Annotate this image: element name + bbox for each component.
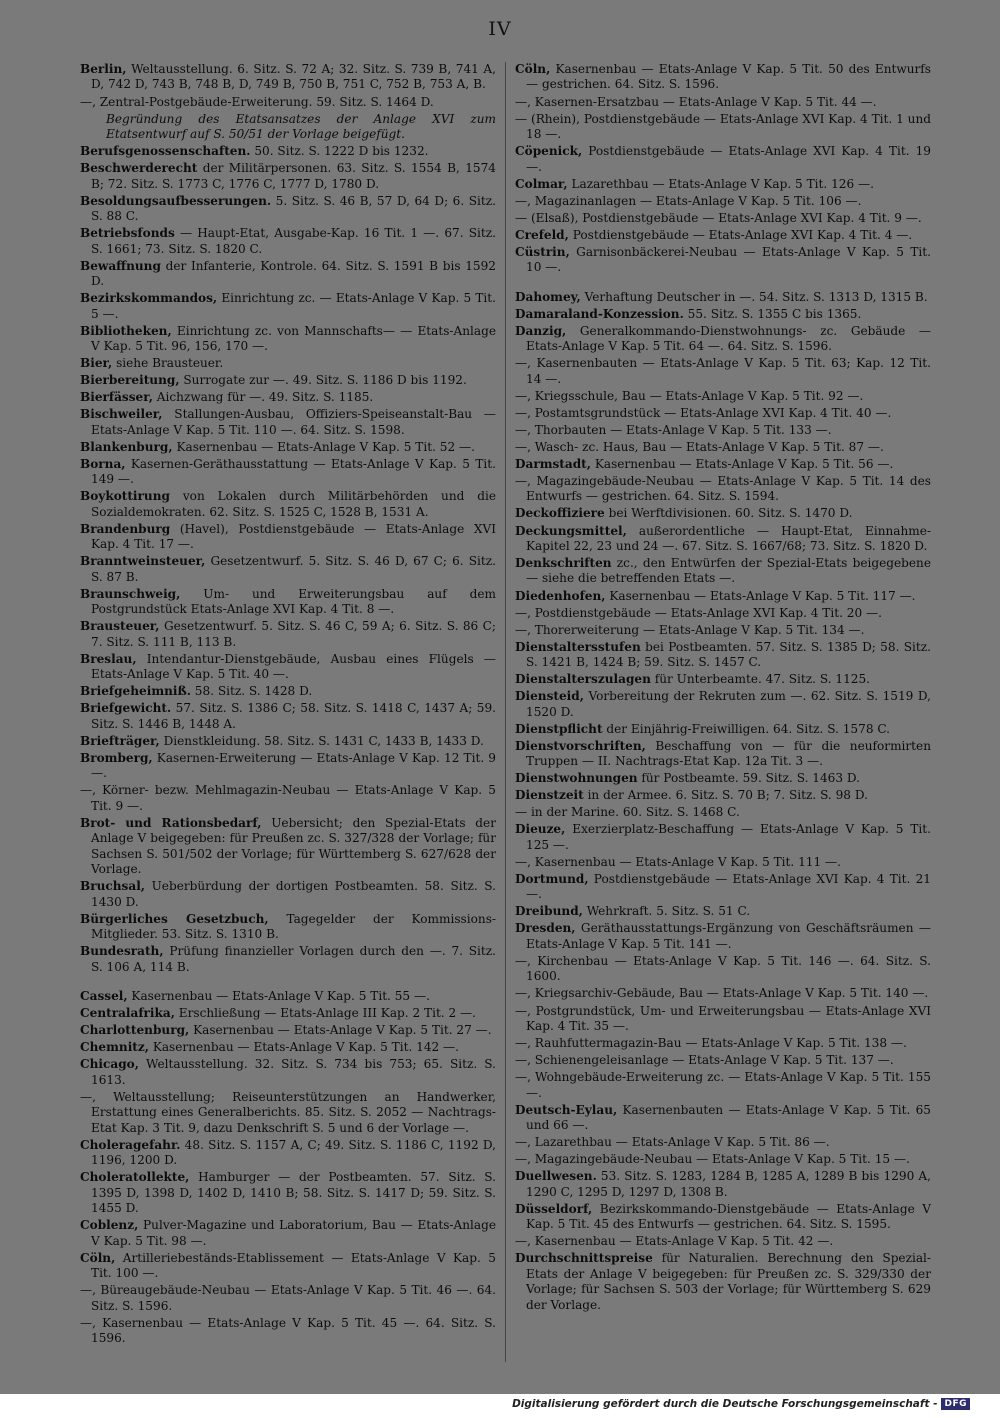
- entry-text: — in der Marine. 60. Sitz. S. 1468 C.: [515, 805, 740, 820]
- entry-headword: Colmar,: [515, 176, 568, 191]
- index-entry: [515, 324, 931, 355]
- entry-text: —, Thorbauten — Etats-Anlage V Kap. 5 Tit. 133 —.: [515, 422, 832, 437]
- entry-text: —, Postgrundstück, Um- und Erweiterungsbau — Etats-Anlage XVI Kap. 4 Tit. 35 —.: [515, 1003, 931, 1033]
- entry-text: —, Rauhfuttermagazin-Bau — Etats-Anlage V Kap. 5 Tit. 138 —.: [515, 1036, 907, 1051]
- index-entry: [515, 556, 931, 587]
- entry-headword: Bürgerliches Gesetzbuch,: [80, 911, 269, 926]
- entry-text: —, Kasernenbau — Etats-Anlage V Kap. 5 Tit. 45 —. 64. Sitz. S. 1596.: [80, 1315, 496, 1346]
- entry-text: 58. Sitz. S. 1428 D.: [190, 684, 313, 699]
- entry-headword: Dortmund,: [515, 871, 589, 886]
- entry-headword: Danzig,: [515, 323, 567, 338]
- index-entry: [80, 1006, 496, 1021]
- entry-headword: Blankenburg,: [80, 439, 173, 454]
- entry-text: der Einjährig-Freiwilligen. 64. Sitz. S. 1578 C.: [602, 721, 891, 736]
- entry-headword: Dienstvorschriften,: [515, 738, 646, 753]
- entry-headword: Denkschriften: [515, 556, 612, 571]
- index-entry: [80, 194, 496, 225]
- index-entry: [515, 689, 931, 720]
- entry-text: Prüfung finanzieller Vorlagen durch den —. 7. Sitz. S. 106 A, 114 B.: [91, 944, 496, 974]
- entry-text: Hamburger — der Postbeamten. 57. Sitz. S. 1395 D, 1398 D, 1402 D, 1410 B; 58. Sitz. S. 1417 D; 59. Sitz. S. 1455 D.: [91, 1170, 496, 1216]
- entry-text: Weltausstellung. 32. Sitz. S. 734 bis 753; 65. Sitz. S. 1613.: [91, 1057, 496, 1087]
- entry-text: —, Magazingebäude-Neubau — Etats-Anlage V Kap. 5 Tit. 15 —.: [515, 1152, 910, 1167]
- entry-text: 55. Sitz. S. 1355 C bis 1365.: [683, 306, 862, 321]
- entry-headword: Bezirkskommandos,: [80, 291, 218, 306]
- entry-text: Einrichtung zc. — Etats-Anlage V Kap. 5 Tit. 5 —.: [91, 291, 496, 321]
- index-entry: [515, 1234, 931, 1249]
- entry-text: Kasernenbauten — Etats-Anlage V Kap. 5 Tit. 65 und 66 —.: [526, 1102, 931, 1133]
- entry-text: (Havel), Postdienstgebäude — Etats-Anlage XVI Kap. 4 Tit. 17 —.: [91, 521, 496, 552]
- entry-headword: Bruchsal,: [80, 879, 145, 894]
- entry-text: Kasernenbau — Etats-Anlage V Kap. 5 Tit. 142 —.: [148, 1040, 459, 1055]
- entry-text: der Militärpersonen. 63. Sitz. S. 1554 B, 1574 B; 72. Sitz. S. 1773 C, 1776 C, 1777 D, 1780 D.: [91, 161, 496, 191]
- index-entry: [80, 259, 496, 290]
- entry-text: Weltausstellung. 6. Sitz. S. 72 A; 32. Sitz. S. 739 B, 741 A, D, 742 D, 743 B, 748 B, D, 749 B, 750 B, 751 C, 752 B, 753 A, B.: [91, 62, 496, 92]
- entry-text: —, Kirchenbau — Etats-Anlage V Kap. 5 Tit. 146 —. 64. Sitz. S. 1600.: [515, 953, 931, 984]
- index-entry: [515, 1004, 931, 1035]
- entry-text: —, Thorerweiterung — Etats-Anlage V Kap. 5 Tit. 134 —.: [515, 622, 865, 637]
- entry-headword: Berlin,: [80, 62, 127, 76]
- index-entry: [80, 1170, 496, 1216]
- entry-text: —, Postdienstgebäude — Etats-Anlage XVI Kap. 4 Tit. 20 —.: [515, 605, 882, 620]
- entry-headword: Chemnitz,: [80, 1040, 149, 1055]
- index-entry: [80, 373, 496, 388]
- index-entry: [515, 245, 931, 276]
- column-divider: [505, 62, 506, 1362]
- entry-text: Intendantur-Dienstgebäude, Ausbau eines Flügels — Etats-Anlage V Kap. 5 Tit. 40 —.: [91, 651, 496, 682]
- entry-headword: Cöln,: [80, 1250, 116, 1265]
- entry-text: Beschaffung von — für die neuformirten Truppen — II. Nachtrags-Etat Kap. 12a Tit. 3 —.: [526, 738, 931, 769]
- entry-headword: Briefträger,: [80, 733, 160, 748]
- entry-text: 5. Sitz. S. 46 B, 57 D, 64 D; 6. Sitz. S. 88 C.: [91, 193, 496, 224]
- index-entry: [515, 62, 931, 93]
- index-entry: [515, 211, 931, 226]
- index-entry: [80, 587, 496, 618]
- index-entry: [80, 619, 496, 650]
- entry-text: Gesetzentwurf. 5. Sitz. S. 46 D, 67 C; 6. Sitz. S. 87 B.: [91, 554, 496, 584]
- index-entry: [80, 356, 496, 371]
- entry-headword: Bier,: [80, 356, 113, 371]
- index-entry: [515, 788, 931, 803]
- index-entry: [80, 522, 496, 553]
- entry-text: siehe Brausteuer.: [112, 356, 224, 371]
- entry-text: bei Werftdivisionen. 60. Sitz. S. 1470 D.: [604, 506, 853, 521]
- entry-headword: Borna,: [80, 456, 126, 471]
- entry-headword: Braunschweig,: [80, 586, 181, 601]
- entry-headword: Crefeld,: [515, 227, 569, 242]
- index-entry: [515, 440, 931, 455]
- entry-text: 50. Sitz. S. 1222 D bis 1232.: [250, 144, 429, 159]
- entry-text: Begründung des Etatsansatzes der Anlage XVI zum Etatsentwurf auf S. 50/51 der Vorlage beigefügt.: [106, 111, 496, 141]
- index-entry: [80, 161, 496, 192]
- entry-headword: Dienstalterszulagen: [515, 672, 651, 687]
- entry-headword: Chicago,: [80, 1057, 139, 1072]
- index-entry: [515, 771, 931, 786]
- index-entry: [515, 672, 931, 687]
- index-entry: [515, 739, 931, 770]
- entry-headword: Duellwesen.: [515, 1169, 597, 1184]
- entry-text: —, Kriegsschule, Bau — Etats-Anlage V Kap. 5 Tit. 92 —.: [515, 388, 864, 403]
- index-entry: [80, 62, 496, 93]
- entry-text: Tagegelder der Kommissions-Mitglieder. 53. Sitz. S. 1310 B.: [91, 911, 496, 942]
- entry-headword: Bewaffnung: [80, 258, 161, 273]
- index-entry: [515, 921, 931, 952]
- entry-text: 48. Sitz. S. 1157 A, C; 49. Sitz. S. 1186 C, 1192 D, 1196, 1200 D.: [91, 1137, 496, 1168]
- index-entry: [515, 855, 931, 870]
- entry-text: von Lokalen durch Militärbehörden und die Sozialdemokraten. 62. Sitz. S. 1525 C, 1528 B, 1531 A.: [91, 489, 496, 519]
- entry-text: 57. Sitz. S. 1386 C; 58. Sitz. S. 1418 C, 1437 A; 59. Sitz. S. 1446 B, 1448 A.: [91, 701, 496, 731]
- index-entry: [80, 390, 496, 405]
- index-entry: [515, 1036, 931, 1051]
- index-entry: [515, 423, 931, 438]
- entry-text: Um- und Erweiterungsbau auf dem Postgrundstück Etats-Anlage XVI Kap. 4 Tit. 8 —.: [91, 586, 496, 617]
- index-entry: [80, 734, 496, 749]
- index-entry: [80, 489, 496, 520]
- entry-headword: Beschwerderecht: [80, 161, 198, 176]
- page-number: IV: [488, 18, 512, 40]
- entry-text: Erschließung — Etats-Anlage III Kap. 2 Tit. 2 —.: [174, 1006, 476, 1021]
- entry-headword: Briefgeheimniß.: [80, 684, 191, 699]
- index-entry: [515, 356, 931, 387]
- index-entry: [515, 506, 931, 521]
- index-entry: [515, 228, 931, 243]
- entry-headword: Bischweiler,: [80, 407, 163, 422]
- entry-text: Kasernenbau — Etats-Anlage V Kap. 5 Tit. 50 des Entwurfs — gestrichen. 64. Sitz. S. 1596.: [526, 62, 931, 92]
- entry-headword: Cöpenick,: [515, 144, 583, 159]
- index-entry: [515, 1152, 931, 1167]
- entry-text: Uebersicht; den Spezial-Etats der Anlage V beigegeben: für Preußen zc. S. 327/328 der Vorlage; für Sachsen S. 501/502 der Vorlage; für Württemberg S. 627/628 der Vorlage.: [91, 815, 496, 877]
- entry-text: —, Kasernenbau — Etats-Anlage V Kap. 5 Tit. 111 —.: [515, 854, 841, 869]
- index-entry: [80, 701, 496, 732]
- index-entry: [515, 805, 931, 820]
- entry-text: Pulver-Magazine und Laboratorium, Bau — Etats-Anlage V Kap. 5 Tit. 98 —.: [91, 1218, 496, 1248]
- index-entry: [515, 722, 931, 737]
- entry-text: Exerzierplatz-Beschaffung — Etats-Anlage V Kap. 5 Tit. 125 —.: [526, 822, 931, 852]
- entry-text: —, Postamtsgrundstück — Etats-Anlage XVI Kap. 4 Tit. 40 —.: [515, 405, 892, 420]
- entry-text: Surrogate zur —. 49. Sitz. S. 1186 D bis 1192.: [179, 373, 467, 388]
- index-entry: [80, 1023, 496, 1038]
- entry-text: —, Schienengeleisanlage — Etats-Anlage V Kap. 5 Tit. 137 —.: [515, 1053, 894, 1068]
- entry-headword: Coblenz,: [80, 1218, 139, 1233]
- index-entry: [80, 1218, 496, 1249]
- entry-text: Kasernenbau — Etats-Anlage V Kap. 5 Tit. 55 —.: [127, 989, 430, 1004]
- entry-text: Kasernenbau — Etats-Anlage V Kap. 5 Tit. 56 —.: [590, 456, 894, 471]
- index-entry: [515, 872, 931, 903]
- index-entry: [515, 954, 931, 985]
- index-entry: [80, 226, 496, 257]
- entry-headword: Dreibund,: [515, 904, 583, 919]
- right-column: [515, 62, 931, 1315]
- entry-text: Ueberbürdung der dortigen Postbeamten. 58. Sitz. S. 1430 D.: [91, 879, 496, 909]
- entry-text: —, Wasch- zc. Haus, Bau — Etats-Anlage V Kap. 5 Tit. 87 —.: [515, 439, 884, 454]
- index-entry: [515, 474, 931, 505]
- entry-text: Lazarethbau — Etats-Anlage V Kap. 5 Tit. 126 —.: [567, 176, 874, 191]
- entry-text: —, Weltausstellung; Reiseunterstützungen an Handwerker, Erstattung eines Generalberichts. 85. Sitz. S. 2052 — Nachtrags-Etat Kap. 3 Tit. 9, dazu Denkschrift S. 5 und 6 der Vorlage —.: [80, 1089, 496, 1135]
- index-entry: [515, 986, 931, 1001]
- entry-text: für Postbeamte. 59. Sitz. S. 1463 D.: [637, 771, 860, 786]
- entry-headword: Branntweinsteuer,: [80, 554, 206, 569]
- entry-headword: Cassel,: [80, 989, 128, 1004]
- index-entry: [515, 822, 931, 853]
- entry-text: Kasernen-Erweiterung — Etats-Anlage V Kap. 12 Tit. 9 —.: [91, 750, 496, 781]
- entry-headword: Diensteid,: [515, 689, 584, 704]
- entry-headword: Briefgewicht.: [80, 701, 172, 716]
- index-entry: [80, 1316, 496, 1347]
- index-entry: [80, 112, 496, 143]
- left-column: [80, 62, 496, 1348]
- entry-text: Kasernenbau — Etats-Anlage V Kap. 5 Tit. 117 —.: [605, 588, 916, 603]
- entry-headword: Darmstadt,: [515, 456, 591, 471]
- index-entry: [515, 524, 931, 555]
- index-entry: [515, 606, 931, 621]
- footer: [512, 1398, 970, 1410]
- entry-text: Wehrkraft. 5. Sitz. S. 51 C.: [582, 904, 751, 919]
- dfg-logo: DFG: [941, 1398, 970, 1410]
- entry-headword: Brot- und Rationsbedarf,: [80, 815, 262, 830]
- entry-text: — Haupt-Etat, Ausgabe-Kap. 16 Tit. 1 —. 67. Sitz. S. 1661; 73. Sitz. S. 1820 C.: [91, 226, 496, 256]
- entry-text: —, Magazingebäude-Neubau — Etats-Anlage V Kap. 5 Tit. 14 des Entwurfs — gestrichen. 64. Sitz. S. 1594.: [515, 473, 931, 504]
- entry-text: Postdienstgebäude — Etats-Anlage XVI Kap. 4 Tit. 19 —.: [526, 144, 931, 174]
- index-entry: [80, 440, 496, 455]
- index-entry: [515, 406, 931, 421]
- index-entry: [80, 912, 496, 943]
- entry-headword: Durchschnittspreise: [515, 1251, 653, 1266]
- index-entry: [515, 112, 931, 143]
- entry-headword: Choleratollekte,: [80, 1170, 190, 1185]
- index-entry: [515, 144, 931, 175]
- index-entry: [515, 904, 931, 919]
- index-entry: [80, 783, 496, 814]
- index-entry: [515, 1202, 931, 1233]
- entry-headword: Düsseldorf,: [515, 1201, 593, 1216]
- entry-headword: Dieuze,: [515, 822, 566, 837]
- entry-headword: Deutsch-Eylau,: [515, 1102, 618, 1117]
- entry-text: Kasernen-Geräthausstattung — Etats-Anlage V Kap. 5 Tit. 149 —.: [91, 456, 496, 487]
- entry-headword: Bierfässer,: [80, 390, 153, 405]
- entry-headword: Dahomey,: [515, 289, 581, 304]
- entry-headword: Bierbereitung,: [80, 373, 180, 388]
- index-entry: [515, 307, 931, 322]
- entry-headword: Choleragefahr.: [80, 1137, 181, 1152]
- entry-headword: Betriebsfonds: [80, 226, 175, 241]
- index-entry: [80, 291, 496, 322]
- entry-headword: Damaraland-Konzession.: [515, 306, 684, 321]
- entry-text: —, Körner- bezw. Mehlmagazin-Neubau — Etats-Anlage V Kap. 5 Tit. 9 —.: [80, 783, 496, 813]
- entry-text: Aichzwang für —. 49. Sitz. S. 1185.: [152, 390, 374, 405]
- entry-headword: Bundesrath,: [80, 944, 164, 959]
- index-entry: [515, 1053, 931, 1068]
- entry-text: Postdienstgebäude — Etats-Anlage XVI Kap. 4 Tit. 4 —.: [568, 227, 913, 242]
- index-entry: [80, 554, 496, 585]
- index-entry: [80, 879, 496, 910]
- index-entry: [80, 1138, 496, 1169]
- entry-text: —, Büreaugebäude-Neubau — Etats-Anlage V Kap. 5 Tit. 46 —. 64. Sitz. S. 1596.: [80, 1283, 496, 1313]
- entry-text: Bezirkskommando-Dienstgebäude — Etats-Anlage V Kap. 5 Tit. 45 des Entwurfs — gestrichen. 64. Sitz. S. 1595.: [526, 1201, 931, 1232]
- entry-headword: Cöln,: [515, 62, 551, 76]
- index-entry: [80, 324, 496, 355]
- index-entry: [80, 144, 496, 159]
- entry-text: —, Kasernen-Ersatzbau — Etats-Anlage V Kap. 5 Tit. 44 —.: [515, 94, 877, 109]
- entry-text: Einrichtung zc. von Mannschafts— — Etats-Anlage V Kap. 5 Tit. 96, 156, 170 —.: [91, 323, 496, 354]
- entry-text: —, Kasernenbau — Etats-Anlage V Kap. 5 Tit. 42 —.: [515, 1234, 834, 1249]
- entry-text: —, Lazarethbau — Etats-Anlage V Kap. 5 Tit. 86 —.: [515, 1135, 830, 1150]
- entry-text: Postdienstgebäude — Etats-Anlage XVI Kap. 4 Tit. 21 —.: [526, 871, 931, 902]
- entry-text: in der Armee. 6. Sitz. S. 70 B; 7. Sitz. S. 98 D.: [583, 788, 868, 803]
- entry-headword: Dienstpflicht: [515, 721, 603, 736]
- entry-text: —, Kriegsarchiv-Gebäude, Bau — Etats-Anlage V Kap. 5 Tit. 140 —.: [515, 986, 929, 1001]
- index-entry: [80, 1090, 496, 1136]
- entry-text: Gesetzentwurf. 5. Sitz. S. 46 C, 59 A; 6. Sitz. S. 86 C; 7. Sitz. S. 111 B, 113 B.: [91, 619, 496, 649]
- entry-text: —, Magazinanlagen — Etats-Anlage V Kap. 5 Tit. 106 —.: [515, 193, 862, 208]
- entry-text: Vorbereitung der Rekruten zum —. 62. Sitz. S. 1519 D, 1520 D.: [526, 689, 931, 719]
- entry-headword: Brausteuer,: [80, 619, 160, 634]
- footer-credit: Digitalisierung gefördert durch die Deutsche Forschungsgemeinschaft -: [512, 1398, 938, 1410]
- index-entry: [515, 95, 931, 110]
- index-entry: [80, 407, 496, 438]
- entry-text: für Naturalien. Berechnung den Spezial-Etats der Anlage V beigegeben: für Preußen zc. S. 329/330 der Vorlage; für Sachsen S. 503 der Vorlage; für Württemberg S. 629 der Vorlage.: [526, 1251, 931, 1312]
- entry-text: 53. Sitz. S. 1283, 1284 B, 1285 A, 1289 B bis 1290 A, 1290 C, 1295 D, 1297 D, 1308 B.: [526, 1169, 931, 1199]
- entry-headword: Dresden,: [515, 921, 576, 936]
- entry-text: Generalkommando-Dienstwohnungs- zc. Gebäude — Etats-Anlage V Kap. 5 Tit. 64 —. 64. Sitz. S. 1596.: [526, 323, 931, 354]
- index-entry: [80, 751, 496, 782]
- index-entry: [515, 1135, 931, 1150]
- entry-text: — (Elsaß), Postdienstgebäude — Etats-Anlage XVI Kap. 4 Tit. 9 —.: [515, 210, 922, 225]
- entry-headword: Besoldungsaufbesserungen.: [80, 193, 272, 208]
- index-entry: [515, 177, 931, 192]
- entry-headword: Deckungsmittel,: [515, 523, 627, 538]
- entry-text: Stallungen-Ausbau, Offiziers-Speiseanstalt-Bau — Etats-Anlage V Kap. 5 Tit. 110 —. 64. Sitz. S. 1598.: [91, 407, 496, 437]
- index-entry: [80, 1040, 496, 1055]
- entry-text: — (Rhein), Postdienstgebäude — Etats-Anlage XVI Kap. 4 Tit. 1 und 18 —.: [515, 111, 931, 141]
- entry-headword: Breslau,: [80, 651, 137, 666]
- index-entry: [80, 652, 496, 683]
- entry-headword: Boykottirung: [80, 489, 170, 504]
- index-entry: [515, 194, 931, 209]
- index-entry: [80, 684, 496, 699]
- index-entry: [515, 1169, 931, 1200]
- entry-text: Artilleriebeständs-Etablissement — Etats-Anlage V Kap. 5 Tit. 100 —.: [91, 1250, 496, 1281]
- entry-text: Kasernenbau — Etats-Anlage V Kap. 5 Tit. 27 —.: [189, 1023, 492, 1038]
- index-entry: [515, 1070, 931, 1101]
- index-entry: [80, 1251, 496, 1282]
- index-entry: [515, 1103, 931, 1134]
- index-entry: [80, 1283, 496, 1314]
- entry-headword: Brandenburg: [80, 521, 171, 536]
- entry-text: —, Zentral-Postgebäude-Erweiterung. 59. Sitz. S. 1464 D.: [80, 94, 434, 109]
- entry-headword: Cüstrin,: [515, 244, 570, 259]
- entry-text: für Unterbeamte. 47. Sitz. S. 1125.: [650, 672, 871, 687]
- index-entry: [515, 623, 931, 638]
- index-entry: [80, 457, 496, 488]
- entry-headword: Bibliotheken,: [80, 323, 172, 338]
- entry-headword: Bromberg,: [80, 750, 153, 765]
- entry-text: —, Wohngebäude-Erweiterung zc. — Etats-Anlage V Kap. 5 Tit. 155 —.: [515, 1070, 931, 1100]
- index-entry: [515, 640, 931, 671]
- entry-headword: Centralafrika,: [80, 1006, 175, 1021]
- entry-text: Geräthausstattungs-Ergänzung von Geschäftsräumen — Etats-Anlage V Kap. 5 Tit. 141 —.: [526, 921, 931, 951]
- index-entry: [515, 1251, 931, 1313]
- entry-headword: Diedenhofen,: [515, 588, 606, 603]
- index-entry: [80, 816, 496, 878]
- entry-text: Garnisonbäckerei-Neubau — Etats-Anlage V Kap. 5 Tit. 10 —.: [526, 244, 931, 275]
- entry-headword: Charlottenburg,: [80, 1023, 190, 1038]
- index-entry: [80, 95, 496, 110]
- entry-text: zc., den Entwürfen der Spezial-Etats beigegebene — siehe die betreffenden Etats —.: [526, 556, 931, 586]
- index-entry: [515, 389, 931, 404]
- entry-text: —, Kasernenbauten — Etats-Anlage V Kap. 5 Tit. 63; Kap. 12 Tit. 14 —.: [515, 356, 931, 386]
- entry-headword: Berufsgenossenschaften.: [80, 144, 251, 159]
- entry-headword: Dienstaltersstufen: [515, 639, 641, 654]
- entry-text: der Infanterie, Kontrole. 64. Sitz. S. 1591 B bis 1592 D.: [91, 258, 496, 289]
- entry-text: bei Postbeamten. 57. Sitz. S. 1385 D; 58. Sitz. S. 1421 B, 1424 B; 59. Sitz. S. 1457 C.: [526, 639, 931, 670]
- index-entry: [515, 290, 931, 305]
- entry-headword: Dienstzeit: [515, 788, 584, 803]
- entry-headword: Dienstwohnungen: [515, 771, 638, 786]
- entry-text: Verhaftung Deutscher in —. 54. Sitz. S. 1313 D, 1315 B.: [580, 289, 928, 304]
- index-entry: [80, 1057, 496, 1088]
- entry-text: Dienstkleidung. 58. Sitz. S. 1431 C, 1433 B, 1433 D.: [159, 733, 484, 748]
- index-entry: [515, 457, 931, 472]
- index-entry: [80, 944, 496, 975]
- index-entry: [80, 989, 496, 1004]
- entry-headword: Deckoffiziere: [515, 506, 605, 521]
- entry-text: Kasernenbau — Etats-Anlage V Kap. 5 Tit. 52 —.: [172, 439, 475, 454]
- entry-text: außerordentliche — Haupt-Etat, Einnahme-Kapitel 22, 23 und 24 —. 67. Sitz. S. 1667/68; 73. Sitz. S. 1820 D.: [526, 523, 931, 553]
- index-entry: [515, 589, 931, 604]
